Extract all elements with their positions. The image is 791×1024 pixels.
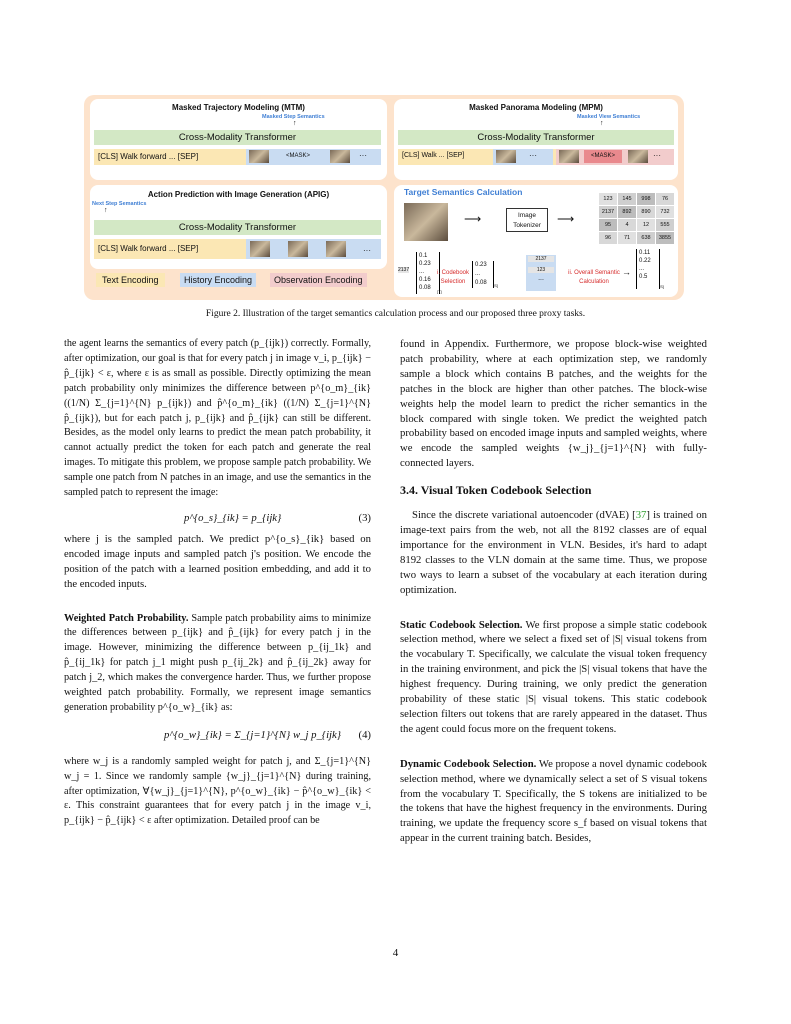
vector-entry: ... [475,271,481,277]
image-tokenizer-label: Image Tokenizer [513,212,541,229]
vector-entry: ... [639,266,645,272]
equation-3 [64,511,371,526]
mtm-mask-token: <MASK> [276,150,320,163]
observation-image [559,150,579,163]
token-cell: 12 [637,219,655,231]
paragraph: where w_j is a randomly sampled weight for patch j, and Σ_{j=1}^{N} w_j = 1. Since we randomly sample {w_j}_{j=1}^{N} during training, after optimization, ∀{w_j}_{j=1}^{N}, p^{o_w}_{ik} − p̂^{o_w}_{ik} < ε. This constraint guarantees that for every patch j in the image v_i, p_{ijk} − p̂_{ijk} < ε after optimization. Detailed proof can be [64,755,371,827]
vector-entry: 0.23 [475,262,487,268]
tsc-panel [394,185,678,297]
token-cell: 96 [599,232,617,244]
history-image [330,150,350,163]
token-cell: 998 [637,193,655,205]
token-cell: 76 [656,193,674,205]
mpm-arrow-icon: ↑ [600,119,604,127]
vector-t-dim: [T] [437,289,442,294]
token-cell: 890 [637,206,655,218]
right-column [400,337,707,846]
section-heading: Weighted Patch Probability. [64,612,189,624]
mpm-panel [394,99,678,180]
token-cell: 71 [618,232,636,244]
token-cell: 4 [618,219,636,231]
panorama-image [404,203,448,241]
apig-history-tokens [246,239,381,259]
paragraph: where j is the sampled patch. We predict p^{o_s}_{ik} based on encoded image inputs and sampled patch j's position. We encode the position of the patch with a learned position embedding, and add it to the encoded inputs. [64,532,371,590]
equation-4-body: p^{o_w}_{ik} = Σ_{j=1}^{N} w_j p_{ijk} [164,728,342,741]
semantic-vector-s [636,249,660,289]
history-image [250,241,270,257]
mpm-sequence [398,149,674,165]
equation-3-number: (3) [358,511,371,524]
mpm-transformer: Cross-Modality Transformer [398,130,674,145]
apig-ellipsis: ··· [363,246,371,255]
arrow-right-icon: → [622,267,631,277]
vector-entry: 0.23 [419,261,431,267]
token-id-b: 2137 [528,256,554,262]
token-cell: 3855 [656,232,674,244]
mtm-panel [90,99,387,180]
equation-4-number: (4) [358,728,371,741]
mtm-sequence [94,149,381,165]
vector-entry: 0.08 [419,285,431,291]
legend-text-encoding: Text Encoding [96,273,165,287]
section-title: 3.4. Visual Token Codebook Selection [400,483,592,498]
tsc-title: Target Semantics Calculation [404,187,523,197]
semantic-vector-dim: [S] [659,284,664,289]
apig-panel [90,185,387,269]
token-cell: 95 [599,219,617,231]
apig-text-tokens: [CLS] Walk forward ... [SEP] [98,244,199,253]
mtm-title: Masked Trajectory Modeling (MTM) [172,103,305,112]
figure-2 [84,95,684,300]
legend-observation-encoding: Observation Encoding [270,273,367,287]
paragraph: Since the discrete variational autoencoder (dVAE) [37] is trained on image-text pairs from the web, not all the 8192 classes are of equal importance for the environment in VLN. Besides, it's hard to adapt 8192 classes to the VLN domain at the same time. Thus, we propose two ways to learn a subset of the vocabulary at each iteration during optimization. [400,509,707,596]
vector-entry: 0.1 [419,253,428,259]
mpm-text-tokens: [CLS] Walk ... [SEP] [402,152,465,159]
history-image [496,150,516,163]
vector-entry: 0.08 [475,280,487,286]
mpm-mask-token: <MASK> [584,150,622,163]
mpm-ellipsis: ··· [529,151,537,160]
history-image [249,150,269,163]
apig-sequence [94,239,381,259]
equation-3-body: p^{o_s}_{ik} = p_{ijk} [184,511,282,524]
vector-s-dim: [S] [493,283,498,288]
mtm-arrow-icon: ↑ [293,119,297,127]
probability-vector-s [472,261,494,288]
token-grid [599,193,675,245]
mpm-history-tokens [493,149,553,165]
vector-entry: 0.11 [639,250,651,256]
apig-transformer: Cross-Modality Transformer [94,220,381,235]
section-heading: Static Codebook Selection. [400,618,523,631]
mtm-history-tokens [246,149,381,165]
token-stack-ellipsis: ... [538,275,544,282]
token-cell: 732 [656,206,674,218]
paragraph: Static Codebook Selection. We first propose a simple static codebook selection method, where we select a fixed set of |S| visual tokens from the vocabulary T. Specifically, we calculate the visual token frequency in the training environment, and pick the |S| visual tokens that have the highest frequency. During training, we only predict the generation probability of these static |S| visual tokens. This static codebook selection filters out tokens that are rarely appeared in the dataset. Thus the agent could focus more on the frequent tokens. [400,618,707,735]
apig-semantics-label: Next Step Semantics [92,201,147,207]
image-tokenizer-box [506,208,548,232]
history-image [326,241,346,257]
codebook-selection-step: i. Codebook Selection [436,270,470,285]
mpm-ellipsis-2: ··· [653,151,661,160]
arrow-right-icon: ⟶ [557,212,575,226]
token-cell: 145 [618,193,636,205]
paragraph: the agent learns the semantics of every patch (p_{ijk}) correctly. Formally, after optimization, our goal is that for every patch j in image v_i, p_{ijk} − p̂_{ijk} < ε, where ε is as small as possible. Directly optimizing the mean patch probability only minimizes the difference between p^{o_m}_{ik} ((1/N) Σ_{j=1}^{N} p_{ijk}) and p̂^{o_m}_{ik} ((1/N) Σ_{j=1}^{N} p̂_{ijk}), but for each patch j, p_{ijk} and p̂_{ijk} can still be different. Besides, as the model only learns to predict the mean patch probability, it cannot actually predict the token for each patch and generate the real images. To mitigate this problem, we propose sample patch probability. We sample one patch from N patches in an image, and use the semantics in the sampled patch to represent the image: [64,338,371,499]
vector-entry: 0.5 [639,274,648,280]
token-id-a: 2137 [398,267,410,273]
paragraph: Weighted Patch Probability. Sample patch probability aims to minimize the differences between p_{ijk} and p̂_{ijk} for every patch j in the image. However, minimizing the difference between p_{ij_1k} and p̂_{ij_1k} for patch j_1 might push p_{ij_2k} and p̂_{ij_2k} away for patch j_2, which makes the convergence harder. Thus, we further propose weighted patch probability. Formally, we represent image semantics generation probability p^{o_w}_{ik} as: [64,612,371,713]
arrow-right-icon: ⟶ [464,212,482,226]
token-cell: 123 [599,193,617,205]
token-cell: 892 [618,206,636,218]
overall-semantic-step: ii. Overall Semantic Calculation [568,270,620,285]
section-heading: Dynamic Codebook Selection. [400,757,537,770]
mtm-transformer: Cross-Modality Transformer [94,130,381,145]
citation-link[interactable]: 37 [635,509,647,522]
mtm-text-tokens: [CLS] Walk forward ... [SEP] [98,152,199,161]
token-id-c: 123 [528,267,554,273]
paragraph: Dynamic Codebook Selection. We propose a novel dynamic codebook selection method, where we dynamically select a set of S visual tokens from the vocabulary T. Specifically, the S tokens are initialized to be the tokens that have the highest frequency in the environments. During training, we update the frequency score s_f based on visual tokens that appear in the current training batch. Besides, [400,757,707,845]
paragraph: found in Appendix. Furthermore, we propose block-wise weighted patch probability, where at each optimization step, we randomly sample a block which contains B patches, and the weights for the patches in the block are higher than other patches. The block-wise weights help the model learn to predict the richer semantics in the block compared with single token. We predict the weighted patch probability based on encoded image inputs and sampled weights, where we encode the sampled weights {w_j}_{j=1}^{N} with fully-connected layers. [400,338,707,470]
legend-history-encoding: History Encoding [180,273,256,287]
mpm-title: Masked Panorama Modeling (MPM) [469,103,603,112]
mpm-semantics-label: Masked View Semantics [577,114,641,120]
mtm-ellipsis: ··· [359,151,367,160]
mpm-observation-tokens [556,149,674,165]
vector-entry: 0.22 [639,258,651,264]
figure-caption: Figure 2. Illustration of the target semantics calculation process and our proposed three proxy tasks. [205,309,586,319]
legend [90,273,387,291]
vector-entry: 0.16 [419,277,431,283]
apig-arrow-icon: ↑ [104,206,108,214]
equation-4 [64,728,371,743]
apig-title: Action Prediction with Image Generation (APIG) [147,190,330,199]
mtm-semantics-label: Masked Step Semantics [262,114,325,120]
page-number: 4 [392,947,399,959]
observation-image [628,150,648,163]
token-cell: 2137 [599,206,617,218]
token-cell: 555 [656,219,674,231]
vector-entry: ... [419,269,425,275]
token-cell: 638 [637,232,655,244]
token-stack [526,255,556,291]
left-column [64,337,371,829]
history-image [288,241,308,257]
